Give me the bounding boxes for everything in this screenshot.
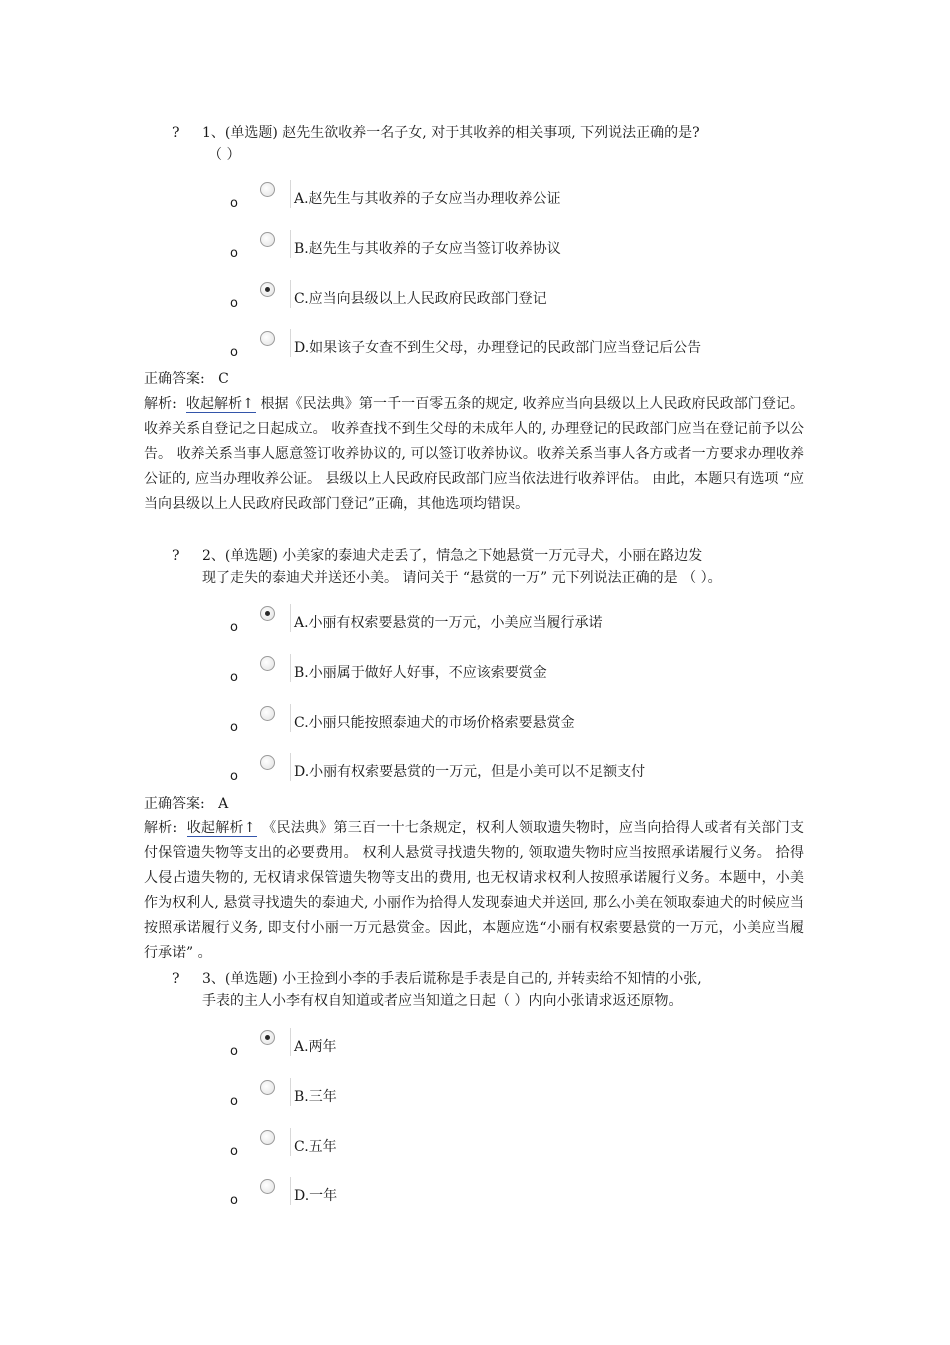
question-line1: 、(单选题) 赵先生欲收养一名子女, 对于其收养的相关事项, 下列说法正确的是? <box>210 125 700 141</box>
question-bullet: ? <box>172 125 180 141</box>
question-number: 1 <box>202 125 211 141</box>
radio-button-selected[interactable] <box>260 1030 275 1045</box>
radio-button[interactable] <box>260 331 275 346</box>
option-label: B.三年 <box>294 1089 337 1105</box>
question-1-header <box>172 122 812 166</box>
option-label: B.小丽属于做好人好事，不应该索要赏金 <box>294 665 547 681</box>
question-text-line1 <box>202 122 812 144</box>
radio-button[interactable] <box>260 706 275 721</box>
question-number: 3 <box>202 971 211 987</box>
list-marker: o <box>230 769 238 784</box>
radio-button[interactable] <box>260 656 275 671</box>
analysis <box>144 392 804 517</box>
answer-value: C <box>218 371 229 387</box>
question-text-line2: 现了走失的泰迪犬并送还小美。 请问关于 “悬赏的一万” 元下列说法正确的是 （ ）。 <box>202 570 722 586</box>
radio-button[interactable] <box>260 232 275 247</box>
option-label: D.一年 <box>294 1188 338 1204</box>
radio-dot-icon <box>265 611 270 616</box>
question-line1: 、(单选题) 小美家的泰迪犬走丢了，情急之下她悬赏一万元寻犬，小丽在路边发 <box>210 548 703 564</box>
list-marker: o <box>230 1044 238 1059</box>
option-label: A.赵先生与其收养的子女应当办理收养公证 <box>294 191 561 207</box>
answer-value: A <box>218 796 229 812</box>
list-marker: o <box>230 196 238 211</box>
question-text-line1 <box>202 968 812 990</box>
collapse-analysis-link[interactable]: 收起解析↑ <box>186 820 256 836</box>
question-line1: 、(单选题) 小王捡到小李的手表后谎称是手表是自己的, 并转卖给不知情的小张, <box>210 971 702 987</box>
question-text-line2: （ ） <box>208 147 241 163</box>
analysis-label: 解析: <box>144 820 178 836</box>
list-marker: o <box>230 720 238 735</box>
question-number: 2 <box>202 548 211 564</box>
collapse-analysis-link[interactable]: 收起解析↑ <box>185 396 254 412</box>
list-marker: o <box>230 1193 238 1208</box>
answer-label: 正确答案: <box>144 796 205 812</box>
option-label: C.应当向县级以上人民政府民政部门登记 <box>294 291 547 307</box>
question-bullet: ? <box>172 548 180 564</box>
correct-answer <box>144 369 229 389</box>
list-marker: o <box>230 1094 238 1109</box>
list-marker: o <box>230 1144 238 1159</box>
option-label: A.小丽有权索要悬赏的一万元，小美应当履行承诺 <box>294 615 603 631</box>
question-bullet: ? <box>172 971 180 987</box>
analysis <box>144 816 804 966</box>
question-text-line1 <box>202 545 812 567</box>
option-label: B.赵先生与其收养的子女应当签订收养协议 <box>294 241 561 257</box>
radio-button[interactable] <box>260 755 275 770</box>
analysis-label: 解析: <box>144 396 177 412</box>
question-2-header <box>172 545 812 589</box>
radio-button-selected[interactable] <box>260 282 275 297</box>
option-label: D.小丽有权索要悬赏的一万元，但是小美可以不足额支付 <box>294 764 646 780</box>
option-label: C.小丽只能按照泰迪犬的市场价格索要悬赏金 <box>294 715 575 731</box>
radio-button[interactable] <box>260 1080 275 1095</box>
list-marker: o <box>230 620 238 635</box>
radio-button[interactable] <box>260 182 275 197</box>
radio-button-selected[interactable] <box>260 606 275 621</box>
list-marker: o <box>230 246 238 261</box>
option-label: D.如果该子女查不到生父母，办理登记的民政部门应当登记后公告 <box>294 340 702 356</box>
list-marker: o <box>230 345 238 360</box>
list-marker: o <box>230 296 238 311</box>
analysis-text: 《民法典》第三百一十七条规定，权利人领取遗失物时，应当向拾得人或者有关部门支付保管遗失物等支出的必要费用。 权利人悬赏寻找遗失物的, 领取遗失物时应当按照承诺履行义务。 拾得人侵占遗失物的, 无权请求保管遗失物等支出的费用, 也无权请求权利人按照承诺履行义务。本题中，小美作为权利人, 悬赏寻找遗失的泰迪犬, 小丽作为拾得人发现泰迪犬并送回, 那么小美在领取泰迪犬的时候应当按照承诺履行义务, 即支付小丽一万元悬赏金。因此，本题应选“小丽有权索要悬赏的一万元，小美应当履行承诺” 。 <box>144 820 805 961</box>
radio-button[interactable] <box>260 1130 275 1145</box>
list-marker: o <box>230 670 238 685</box>
question-3-header <box>172 968 812 1012</box>
correct-answer <box>144 794 228 814</box>
option-label: C.五年 <box>294 1139 337 1155</box>
radio-dot-icon <box>265 287 270 292</box>
question-text-line2: 手表的主人小李有权自知道或者应当知道之日起（ ）内向小张请求返还原物。 <box>202 993 683 1009</box>
radio-button[interactable] <box>260 1179 275 1194</box>
option-label: A.两年 <box>294 1039 337 1055</box>
radio-dot-icon <box>265 1035 270 1040</box>
analysis-text: 根据《民法典》第一千一百零五条的规定, 收养应当向县级以上人民政府民政部门登记。 收养关系自登记之日起成立。 收养查找不到生父母的未成年人的, 办理登记的民政部门应当在登记前予以公告。 收养关系当事人愿意签订收养协议的, 可以签订收养协议。收养关系当事人各方或者一方要求办理收养公证的, 应当办理收养公证。 县级以上人民政府民政部门应当依法进行收养评估。 由此，本题只有选项 “应当向县级以上人民政府民政部门登记”正确，其他选项均错误。 <box>144 396 804 512</box>
answer-label: 正确答案: <box>144 371 205 387</box>
